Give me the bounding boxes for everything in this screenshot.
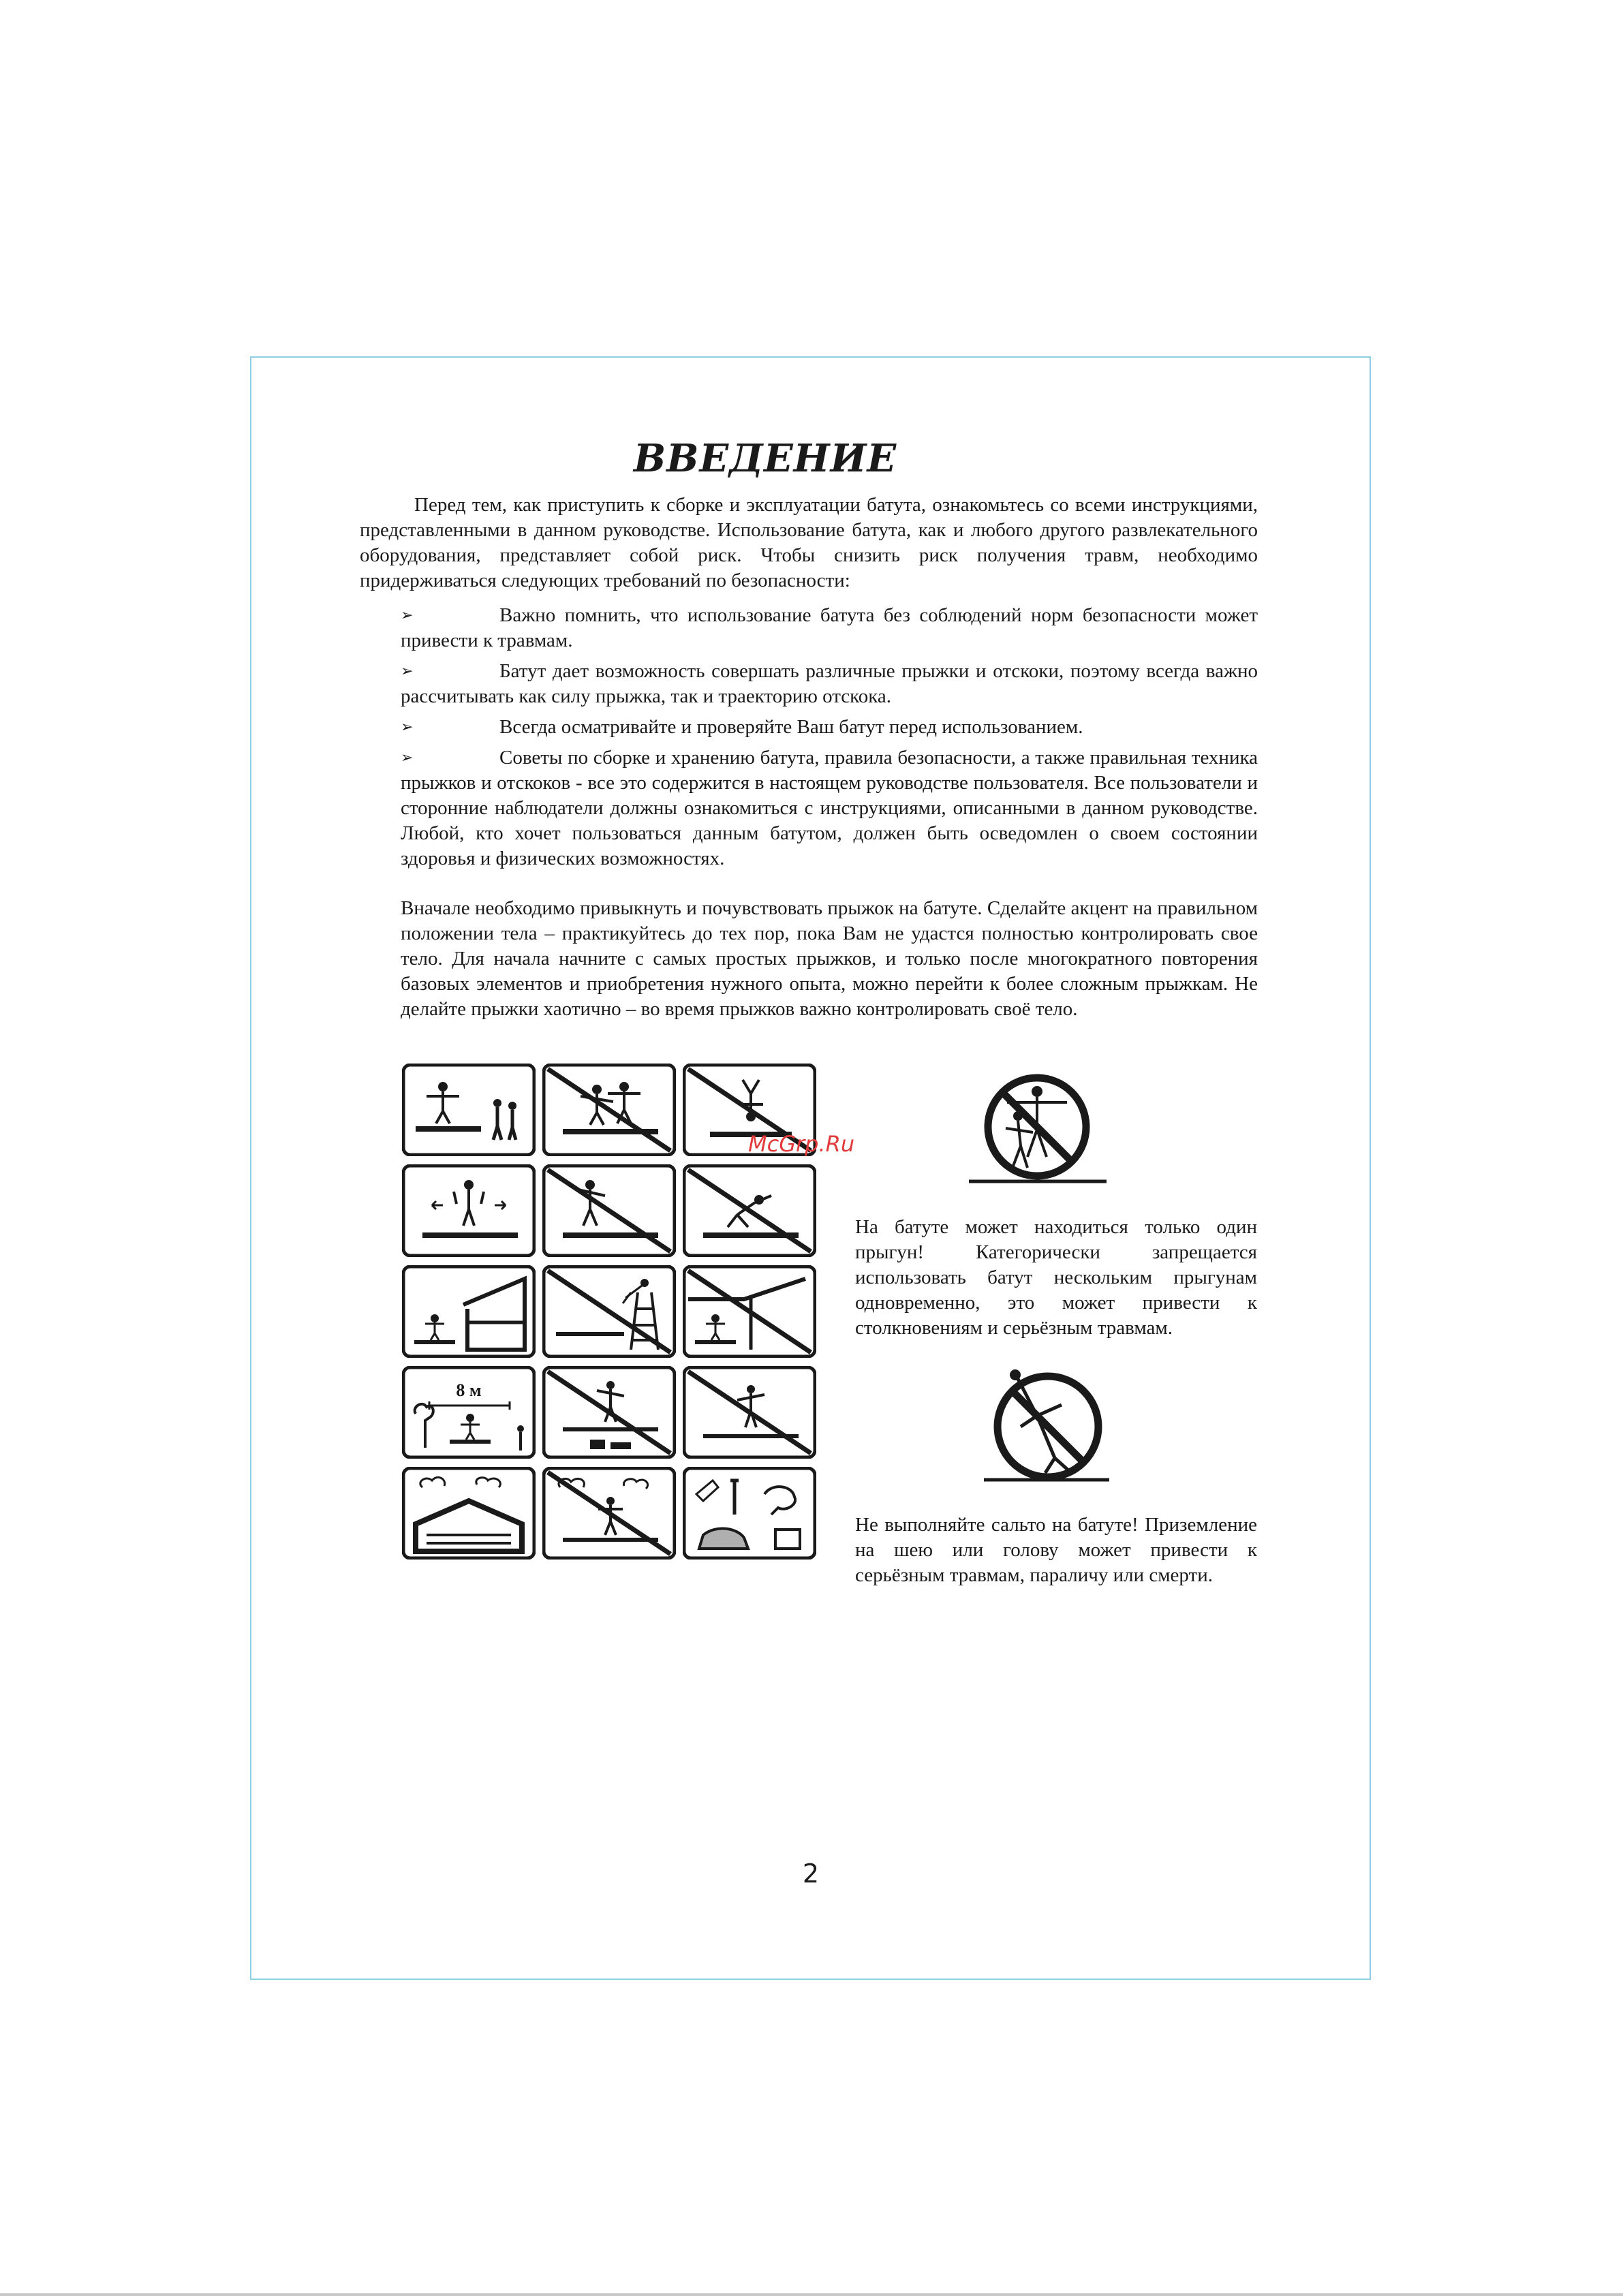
bullet-text: Батут дает возможность совершать различные прыжки и отскоки, поэтому всегда важно рассчитывать как силу прыжка, так и траекторию отскока. bbox=[401, 660, 1258, 707]
bullet-item bbox=[401, 659, 1258, 709]
pictogram-clearance-8m bbox=[402, 1366, 536, 1459]
no-somersault-caption: Не выполняйте сальто на батуте! Приземление на шею или голову может привести к серьёзным травмам, параличу или смерти. bbox=[855, 1514, 1257, 1586]
bullet-arrow-icon: ➢ bbox=[401, 749, 414, 766]
pictogram-clearance-overhead bbox=[402, 1265, 536, 1358]
one-jumper-caption: На батуте может находиться только один прыгун! Категорически запрещается использовать батут нескольким прыгунам одновременно, это может привести к столкновениям и серьёзным травмам. bbox=[855, 1216, 1257, 1339]
pictogram-store-indoors bbox=[402, 1467, 536, 1560]
bullet-item bbox=[401, 715, 1258, 740]
bullet-arrow-icon: ➢ bbox=[401, 607, 414, 624]
pictogram-remove-sharp-items bbox=[683, 1467, 816, 1560]
safety-bullet-list bbox=[401, 603, 1258, 877]
no-somersault-icon bbox=[980, 1364, 1113, 1485]
pictogram-no-crawl-under bbox=[683, 1164, 816, 1257]
clearance-label: 8 м bbox=[456, 1380, 482, 1400]
bottom-divider bbox=[0, 2293, 1623, 2296]
intro-paragraph: Перед тем, как приступить к сборке и эксплуатации батута, ознакомьтесь со всеми инструкциями, представленными в данном руководстве. Использование батута, как и любого другого развлекательного оборудования, представляет собой риск. Чтобы снизить риск получения травм, необходимо придерживаться следующих требований по безопасности: bbox=[360, 494, 1258, 591]
pictogram-center-jump bbox=[402, 1164, 536, 1257]
bullet-arrow-icon: ➢ bbox=[401, 719, 414, 736]
pictogram-no-low-ceiling bbox=[683, 1265, 816, 1358]
no-multiple-jumpers-icon bbox=[962, 1068, 1113, 1190]
pictogram-no-edge-jump bbox=[542, 1164, 676, 1257]
page-title: ВВЕДЕНИЕ bbox=[633, 436, 897, 481]
practice-paragraph: Вначале необходимо привыкнуть и почувствовать прыжок на батуте. Сделайте акцент на правильном положении тела – практикуйтесь до тех пор, пока Вам не удастся полностью контролировать свое тело. Для начала начните с самых простых прыжков, и только после многократного повторения базовых элементов и приобретения нужного опыта, можно перейти к более сложным прыжкам. Не делайте прыжки хаотично – во время прыжков важно контролировать своё тело. bbox=[401, 897, 1258, 1020]
pictogram-no-ladder-jump bbox=[542, 1265, 676, 1358]
pictogram-one-jumper bbox=[402, 1064, 536, 1156]
bullet-item bbox=[401, 745, 1258, 871]
watermark: McGrp.Ru bbox=[748, 1131, 855, 1157]
pictogram-no-slope bbox=[683, 1366, 816, 1459]
page-number: 2 bbox=[802, 1859, 820, 1889]
bullet-item bbox=[401, 603, 1258, 653]
bullet-text: Всегда осматривайте и проверяйте Ваш батут перед использованием. bbox=[499, 716, 1083, 738]
bullet-text: Важно помнить, что использование батута без соблюдений норм безопасности может привести к травмам. bbox=[401, 604, 1258, 651]
bullet-arrow-icon: ➢ bbox=[401, 663, 414, 680]
pictogram-no-bad-weather bbox=[542, 1467, 676, 1560]
pictogram-no-multiple-jumpers bbox=[542, 1064, 676, 1156]
bullet-text: Советы по сборке и хранению батута, правила безопасности, а также правильная техника прыжков и отскоков - все это содержится в настоящем руководстве пользователя. Все пользователи и сторонние наблюдатели должны ознакомиться с инструкциями, описанными в данном руководстве. Любой, кто хочет пользоваться данным батутом, должен быть осведомлен о своем состоянии здоровья и физических возможностях. bbox=[401, 747, 1258, 869]
pictogram-no-objects-under bbox=[542, 1366, 676, 1459]
